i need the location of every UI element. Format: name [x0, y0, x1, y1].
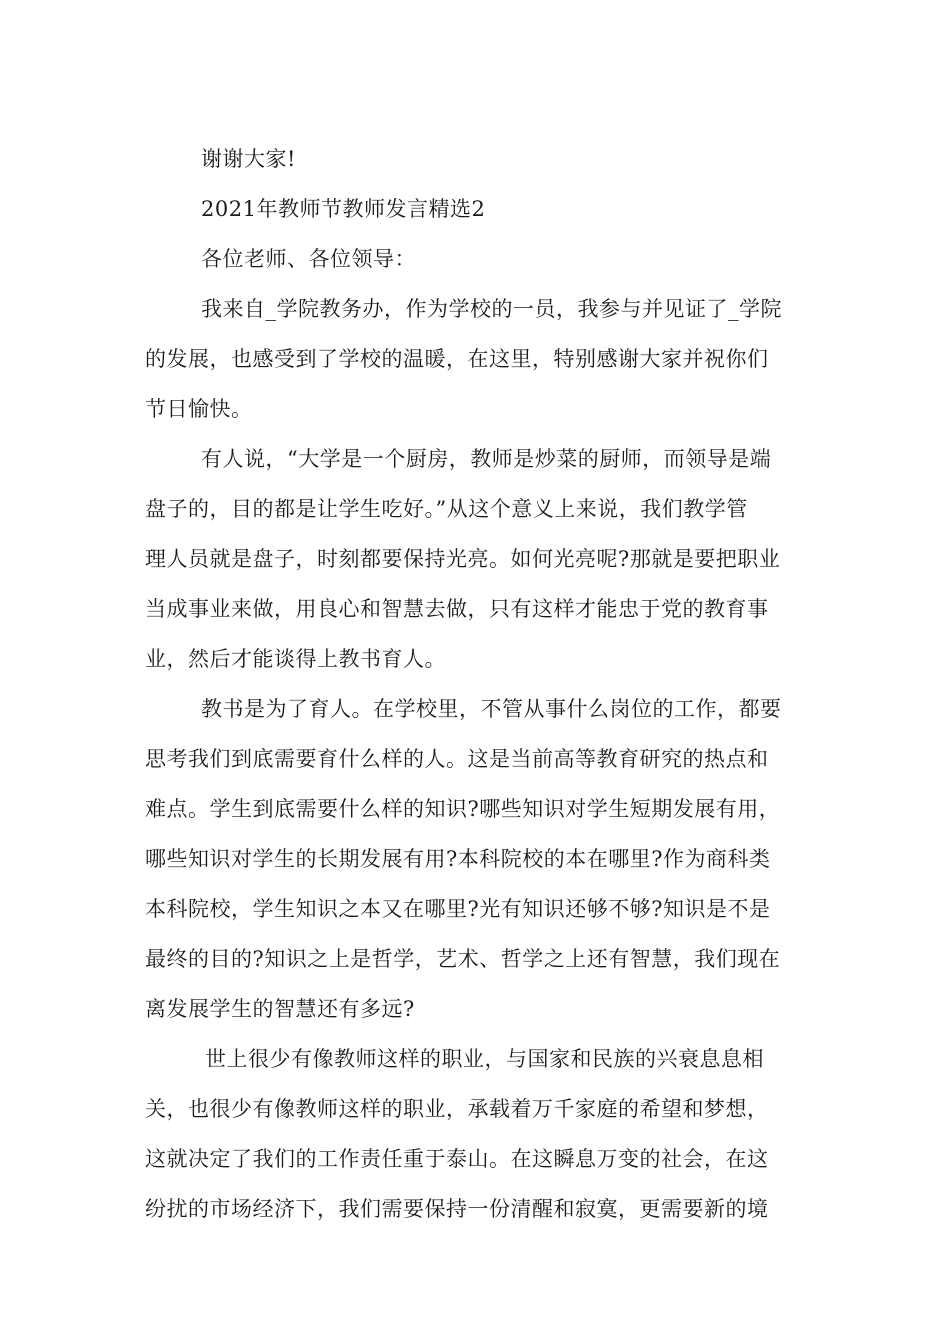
paragraph-line: 最终的目的?知识之上是哲学，艺术、哲学之上还有智慧，我们现在 — [145, 947, 781, 971]
section-heading: 2021年教师节教师发言精选2 — [201, 197, 486, 221]
paragraph-line: 盘子的，目的都是让学生吃好。”从这个意义上来说，我们教学管 — [145, 497, 748, 521]
paragraph-line: 离发展学生的智慧还有多远? — [145, 997, 415, 1021]
paragraph-line: 本科院校，学生知识之本又在哪里?光有知识还够不够?知识是不是 — [145, 897, 771, 921]
paragraph-line: 节日愉快。 — [145, 397, 253, 421]
paragraph-line: 有人说，“大学是一个厨房，教师是炒菜的厨师，而领导是端 — [201, 447, 772, 471]
paragraph-line: 当成事业来做，用良心和智慧去做，只有这样才能忠于党的教育事 — [145, 597, 769, 621]
paragraph-line: 我来自_学院教务办，作为学校的一员，我参与并见证了_学院 — [201, 297, 782, 321]
paragraph-line: 纷扰的市场经济下，我们需要保持一份清醒和寂寞，更需要新的境 — [145, 1197, 769, 1221]
paragraph-line: 思考我们到底需要育什么样的人。这是当前高等教育研究的热点和 — [145, 747, 769, 771]
document-body — [145, 134, 810, 1234]
paragraph-line: 关，也很少有像教师这样的职业，承载着万千家庭的希望和梦想， — [145, 1097, 769, 1121]
paragraph-line: 难点。学生到底需要什么样的知识?哪些知识对学生短期发展有用， — [145, 797, 781, 821]
paragraph-line: 世上很少有像教师这样的职业，与国家和民族的兴衰息息相 — [205, 1047, 764, 1071]
paragraph-line: 理人员就是盘子，时刻都要保持光亮。如何光亮呢?那就是要把职业 — [145, 547, 781, 571]
paragraph-1 — [145, 284, 810, 434]
paragraph-3 — [145, 684, 810, 1034]
closing-line: 谢谢大家! — [201, 147, 296, 171]
paragraph-line: 业，然后才能谈得上教书育人。 — [145, 647, 446, 671]
salutation: 各位老师、各位领导： — [201, 247, 416, 271]
paragraph-2 — [145, 434, 810, 684]
paragraph-line: 哪些知识对学生的长期发展有用?本科院校的本在哪里?作为商科类 — [145, 847, 771, 871]
paragraph-line: 这就决定了我们的工作责任重于泰山。在这瞬息万变的社会，在这 — [145, 1147, 769, 1171]
paragraph-4 — [145, 1034, 810, 1234]
paragraph-line: 教书是为了育人。在学校里，不管从事什么岗位的工作，都要 — [201, 697, 782, 721]
paragraph-line: 的发展，也感受到了学校的温暖，在这里，特别感谢大家并祝你们 — [145, 347, 769, 371]
